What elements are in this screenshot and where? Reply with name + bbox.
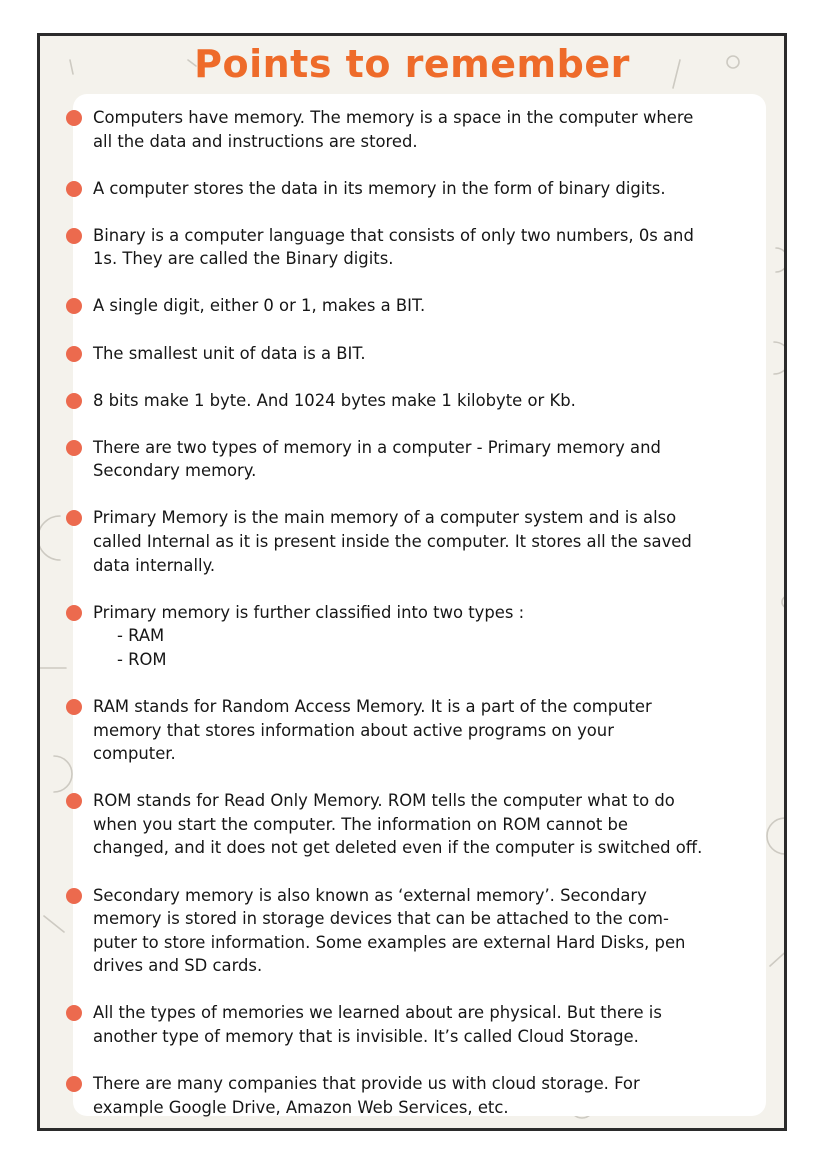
point-text-line: memory that stores information about active programs on your [93, 720, 614, 740]
list-item [66, 884, 766, 978]
bullet-icon [66, 605, 82, 621]
list-item [66, 601, 766, 672]
points-list [66, 106, 766, 1119]
bullet-icon [66, 228, 82, 244]
bullet-icon [66, 510, 82, 526]
point-text-line: A single digit, either 0 or 1, makes a BIT. [93, 296, 426, 316]
point-text-line: all the data and instructions are stored. [93, 131, 418, 151]
point-text-line: The smallest unit of data is a BIT. [93, 343, 366, 363]
bullet-icon [66, 110, 82, 126]
point-text-line: drives and SD cards. [93, 956, 263, 976]
point-text-line: called Internal as it is present inside the computer. It stores all the saved [93, 532, 692, 552]
point-text-line: 8 bits make 1 byte. And 1024 bytes make 1 kilobyte or Kb. [93, 390, 576, 410]
list-item [66, 342, 766, 366]
list-item [66, 695, 766, 766]
list-item [66, 106, 766, 153]
point-text-line: another type of memory that is invisible. It’s called Cloud Storage. [93, 1027, 639, 1047]
list-item [66, 177, 766, 201]
sub-point-text: - ROM [117, 649, 167, 669]
page-frame [37, 33, 787, 1131]
bullet-icon [66, 699, 82, 715]
point-text-line: Primary Memory is the main memory of a computer system and is also [93, 508, 677, 528]
list-item [66, 506, 766, 577]
point-text-line: All the types of memories we learned about are physical. But there is [93, 1003, 662, 1023]
bullet-icon [66, 393, 82, 409]
point-text-line: Primary memory is further classified into two types : [93, 602, 525, 622]
bullet-icon [66, 793, 82, 809]
list-item [66, 294, 766, 318]
list-item [66, 1001, 766, 1048]
point-text-line: when you start the computer. The information on ROM cannot be [93, 814, 629, 834]
point-text-line: memory is stored in storage devices that can be attached to the com- [93, 909, 669, 929]
point-text-line: There are many companies that provide us with cloud storage. For [93, 1074, 640, 1094]
point-text-line: Secondary memory is also known as ‘external memory’. Secondary [93, 885, 647, 905]
point-text-line: puter to store information. Some examples are external Hard Disks, pen [93, 932, 686, 952]
point-text-line: Secondary memory. [93, 461, 257, 481]
point-text-line: RAM stands for Random Access Memory. It is a part of the computer [93, 697, 652, 716]
point-text-line: There are two types of memory in a computer - Primary memory and [93, 437, 661, 457]
bullet-icon [66, 888, 82, 904]
list-item [66, 389, 766, 413]
point-text-line: A computer stores the data in its memory in the form of binary digits. [93, 178, 666, 198]
bullet-icon [66, 1076, 82, 1092]
bullet-icon [66, 181, 82, 197]
bullet-icon [66, 298, 82, 314]
bullet-icon [66, 346, 82, 362]
sub-point-text: - RAM [117, 626, 165, 646]
point-text-line: example Google Drive, Amazon Web Services, etc. [93, 1097, 509, 1117]
point-text-line: Binary is a computer language that consists of only two numbers, 0s and [93, 225, 694, 245]
bullet-icon [66, 1005, 82, 1021]
bullet-icon [66, 440, 82, 456]
list-item [66, 436, 766, 483]
point-text-line: computer. [93, 744, 176, 764]
point-text-line: 1s. They are called the Binary digits. [93, 249, 394, 269]
list-item [66, 224, 766, 271]
point-text-line: data internally. [93, 555, 216, 575]
list-item [66, 789, 766, 860]
point-text-line: changed, and it does not get deleted even if the computer is switched off. [93, 838, 703, 858]
list-item [66, 1072, 766, 1119]
point-text-line: Computers have memory. The memory is a space in the computer where [93, 108, 694, 127]
point-text-line: ROM stands for Read Only Memory. ROM tells the computer what to do [93, 791, 675, 811]
page-title: Points to remember [194, 42, 630, 86]
